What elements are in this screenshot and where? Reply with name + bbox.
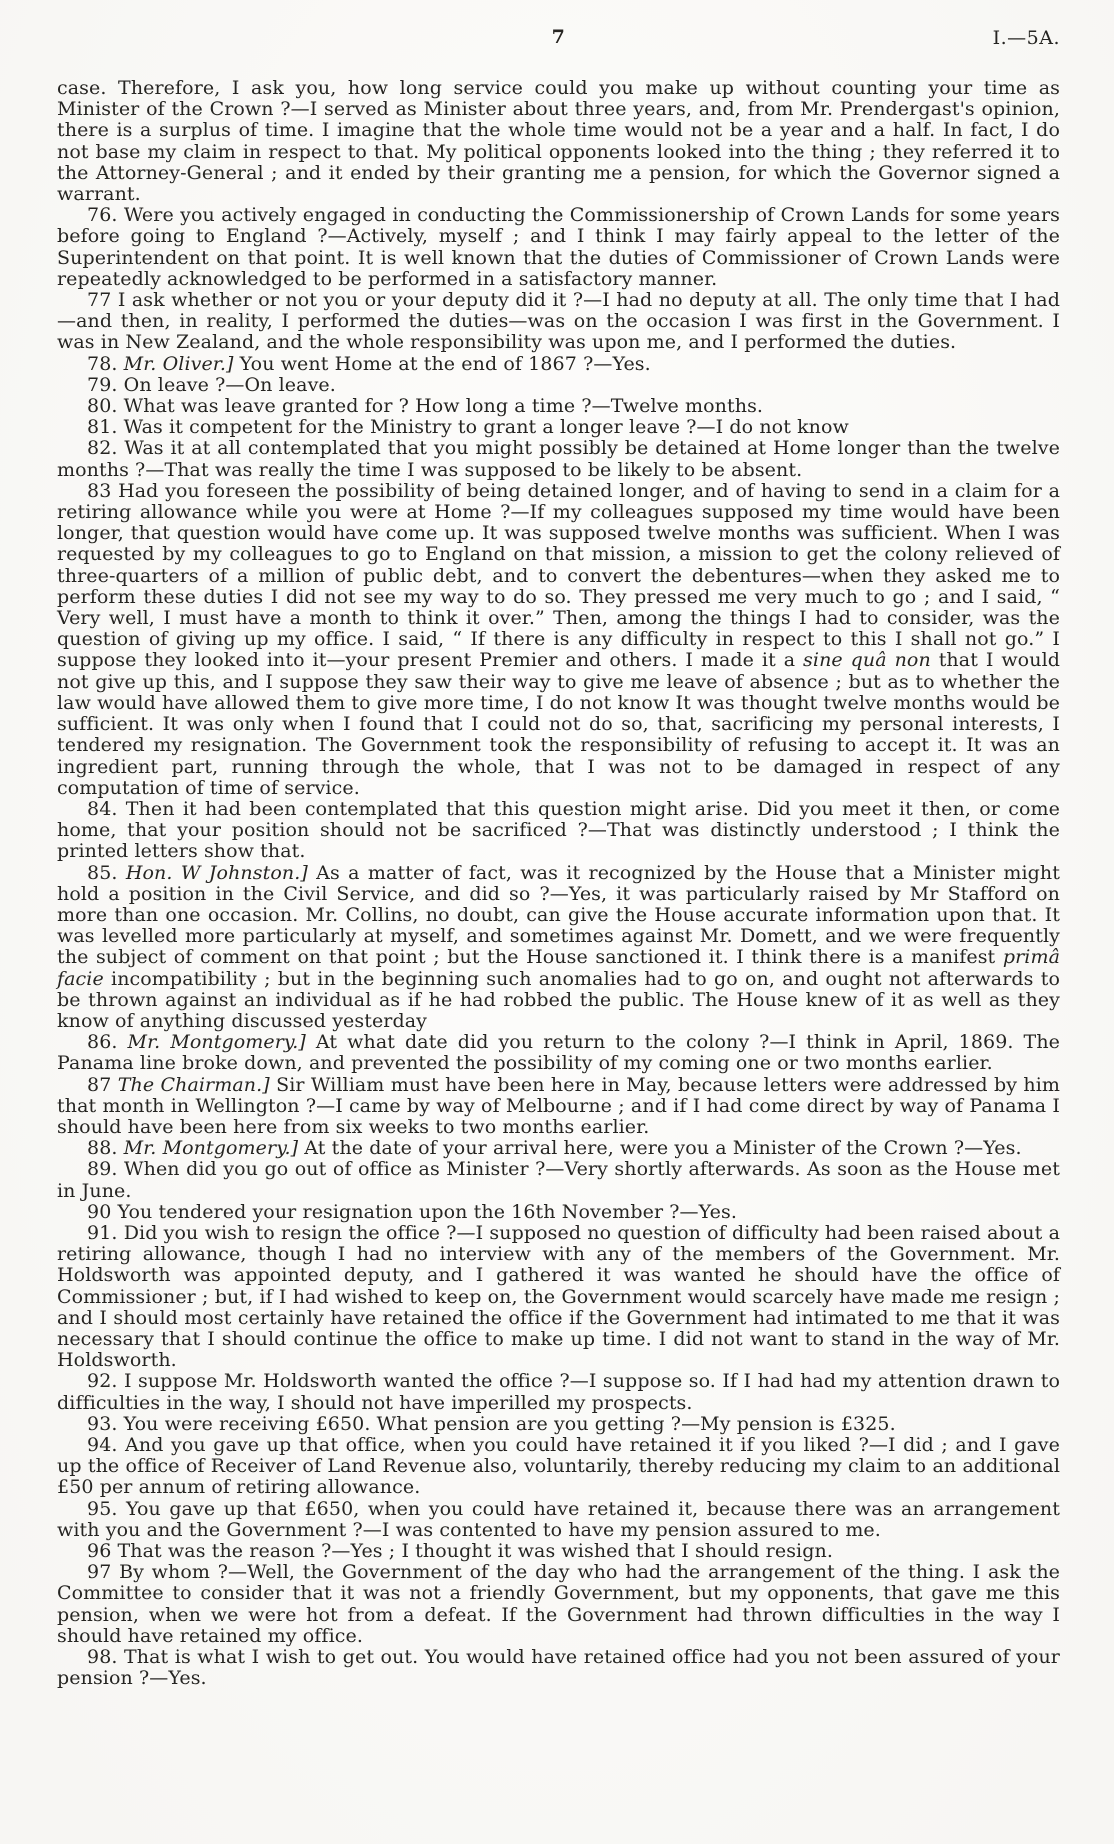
paragraph <box>57 1541 1060 1562</box>
paragraph <box>57 396 1060 417</box>
text-segment: 91. Did you wish to resign the office ?—I supposed no question of difficulty had been raised about a retiring allowance, though I had no interview with any of the members of the Government. Mr. Holdsworth was appointed deputy, and I gathered it was wanted he should have the office of Commissioner ; but, if I had wished to keep on, the Government would scarcely have made me resign ; and I should most certainly have retained the office if the Government had intimated to me that it was necessary that I should continue the office to make up time. I did not want to stand in the way of Mr. Holdsworth. <box>57 1221 1060 1372</box>
text-segment: 81. Was it competent for the Ministry to grant a longer leave ?—I do not know <box>87 416 849 439</box>
text-segment: 90 You tendered your resignation upon the 16th November ?—Yes. <box>87 1200 737 1223</box>
paragraph <box>57 290 1060 354</box>
paragraph <box>57 1562 1060 1647</box>
text-segment: 97 By whom ?—Well, the Government of the day who had the arrangement of the thing. I ask the Committee to consider that it was not a friendly Government, but my opponents, that gave me this pension, when we were hot from a defeat. If the Government had thrown difficulties in the way I should have retained my office. <box>57 1561 1060 1647</box>
paragraph <box>57 1435 1060 1499</box>
text-segment: You went Home at the end of 1867 ?—Yes. <box>233 352 651 375</box>
text-segment: 80. What was leave granted for ? How long a time ?—Twelve months. <box>87 395 764 418</box>
paragraph <box>57 1499 1060 1541</box>
text-segment: 98. That is what I wish to get out. You would have retained office had you not been assured of your pension ?—Yes. <box>57 1646 1060 1690</box>
text-segment: 93. You were receiving £650. What pension are you getting ?—My pension is £325. <box>87 1412 896 1435</box>
paragraph <box>57 417 1060 438</box>
italic-phrase: primâ facie <box>57 946 1060 990</box>
italic-phrase: The Chairman.] <box>117 1073 270 1096</box>
paragraph <box>57 438 1060 480</box>
paragraph <box>57 1138 1060 1159</box>
text-segment: 87 <box>87 1073 118 1096</box>
text-segment: case. Therefore, I ask you, how long service could you make up without counting your time as Minister of the Crown ?—I served as Minister about three years, and, from Mr. Prendergast's opinion, there is a surplus of time. I imagine that the whole time would not be a year and a half. In fact, I do not base my claim in respect to that. My political opponents looked into the thing ; they referred it to the Attorney-General ; and it ended by their granting me a pension, for which the Governor signed a warrant. <box>57 77 1060 206</box>
paragraph <box>57 1647 1060 1689</box>
italic-phrase: sine quâ non <box>803 649 931 672</box>
italic-phrase: Mr. Oliver.] <box>123 352 234 375</box>
paragraph <box>57 799 1060 863</box>
text-segment: 95. You gave up that £650, when you could have retained it, because there was an arrangement with you and the Government ?—I was contented to have my pension assured to me. <box>57 1497 1060 1541</box>
page-number: 7 <box>551 26 566 48</box>
text-segment: 79. On leave ?—On leave. <box>87 373 336 396</box>
italic-phrase: Mr. Montgomery.] <box>127 1031 306 1054</box>
paragraph <box>57 375 1060 396</box>
page-header <box>57 26 1060 50</box>
paragraph <box>57 1159 1060 1201</box>
paper-reference: I.—5A. <box>992 27 1060 49</box>
text-segment: 96 That was the reason ?—Yes ; I thought it was wished that I should resign. <box>87 1540 833 1563</box>
document-body <box>57 78 1060 1689</box>
text-segment: 89. When did you go out of office as Minister ?—Very shortly afterwards. As soon as the House met in June. <box>57 1158 1060 1202</box>
paragraph <box>57 1414 1060 1435</box>
paragraph <box>57 78 1060 205</box>
paragraph <box>57 1032 1060 1074</box>
text-segment: As a matter of fact, was it recognized by the House that a Minister might hold a position in the Civil Service, and did so ?—Yes, it was particularly raised by Mr Stafford on more than one occasion. Mr. Collins, no doubt, can give the House accurate information upon that. It was levelled more particularly at myself, and sometimes against Mr. Domett, and we were frequently the subject of comment on that point ; but the House sanctioned it. I think there is a manifest <box>57 861 1060 969</box>
italic-phrase: Hon. W Johnston.] <box>125 861 308 884</box>
paragraph <box>57 1223 1060 1371</box>
text-segment: 76. Were you actively engaged in conducting the Commissionership of Crown Lands for some years before going to England ?—Actively, myself ; and I think I may fairly appeal to the letter of the Superintendent on that point. It is well known that the duties of Commissioner of Crown Lands were repeatedly acknowledged to be performed in a satisfactory manner. <box>57 204 1060 290</box>
text-segment: 82. Was it at all contemplated that you might possibly be detained at Home longer than the twelve months ?—That was really the time I was supposed to be likely to be absent. <box>57 437 1060 481</box>
text-segment: that I would not give up this, and I suppose they saw their way to give me leave of absence ; but as to whether the law would have allowed them to give more time, I do not know It was thought twelve months would be sufficient. It was only when I found that I could not do so, that, sacrificing my personal interests, I tendered my resignation. The Government took the responsibility of refusing to accept it. It was an ingredient part, running through the whole, that I was not to be damaged in respect of any computation of time of service. <box>57 649 1061 799</box>
text-segment: 78. <box>87 352 124 375</box>
italic-phrase: Mr. Montgomery.] <box>123 1137 299 1160</box>
paragraph <box>57 1075 1060 1139</box>
paragraph <box>57 205 1060 290</box>
text-segment: 84. Then it had been contemplated that this question might arise. Did you meet it then, or come home, that your position should not be sacrificed ?—That was distinctly understood ; I think the printed letters show that. <box>57 797 1060 863</box>
paragraph <box>57 481 1060 799</box>
text-segment: Sir William must have been here in May, because letters were addressed by him that month in Wellington ?—I came by way of Melbourne ; and if I had come direct by way of Panama I should have been here from six weeks to two months earlier. <box>57 1073 1060 1138</box>
text-segment: incompatibility ; but in the beginning such anomalies had to go on, and ought not afterwards to be thrown against an individual as if he had robbed the public. The House knew of it as well as they know of anything discussed yesterday <box>57 967 1060 1032</box>
text-segment: 92. I suppose Mr. Holdsworth wanted the office ?—I suppose so. If I had had my attention drawn to difficulties in the way, I should not have imperilled my prospects. <box>57 1370 1060 1414</box>
text-segment: 85. <box>87 861 126 884</box>
text-segment: 86. <box>87 1031 128 1054</box>
text-segment: 77 I ask whether or not you or your deputy did it ?—I had no deputy at all. The only time that I had—and then, in reality, I performed the duties—was on the occasion I was first in the Government. I was in New Zealand, and the whole responsibility was upon me, and I performed the duties. <box>57 289 1060 354</box>
paragraph <box>57 354 1060 375</box>
text-segment: At the date of your arrival here, were you a Minister of the Crown ?—Yes. <box>298 1137 1022 1160</box>
text-segment: 88. <box>87 1137 124 1160</box>
paragraph <box>57 1202 1060 1223</box>
text-segment: At what date did you return to the colony ?—I think in April, 1869. The Panama line broke down, and prevented the possibility of my coming one or two months earlier. <box>57 1031 1060 1075</box>
paragraph <box>57 863 1060 1033</box>
text-segment: 94. And you gave up that office, when you could have retained it if you liked ?—I did ; and I gave up the office of Receiver of Land Revenue also, voluntarily, thereby reducing my claim to an additional £50 per annum of retiring allowance. <box>57 1434 1060 1499</box>
paragraph <box>57 1371 1060 1413</box>
text-segment: 83 Had you foreseen the possibility of being detained longer, and of having to send in a claim for a retiring allowance while you were at Home ?—If my colleagues supposed my time would have been longer, that question would have come up. It was supposed twelve months was sufficient. When I was requested by my colleagues to go to England on that mission, a mission to get the colony relieved of three-quarters of a million of public debt, and to convert the debentures—when they asked me to perform these duties I did not see my way to do so. They pressed me very much to go ; and I said, “ Very well, I must have a month to think it over.” Then, among the things I had to consider, was the question of giving up my office. I said, “ If there is any difficulty in respect to this I shall not go.” I suppose they looked into it—your present Premier and others. I made it a <box>57 479 1060 672</box>
